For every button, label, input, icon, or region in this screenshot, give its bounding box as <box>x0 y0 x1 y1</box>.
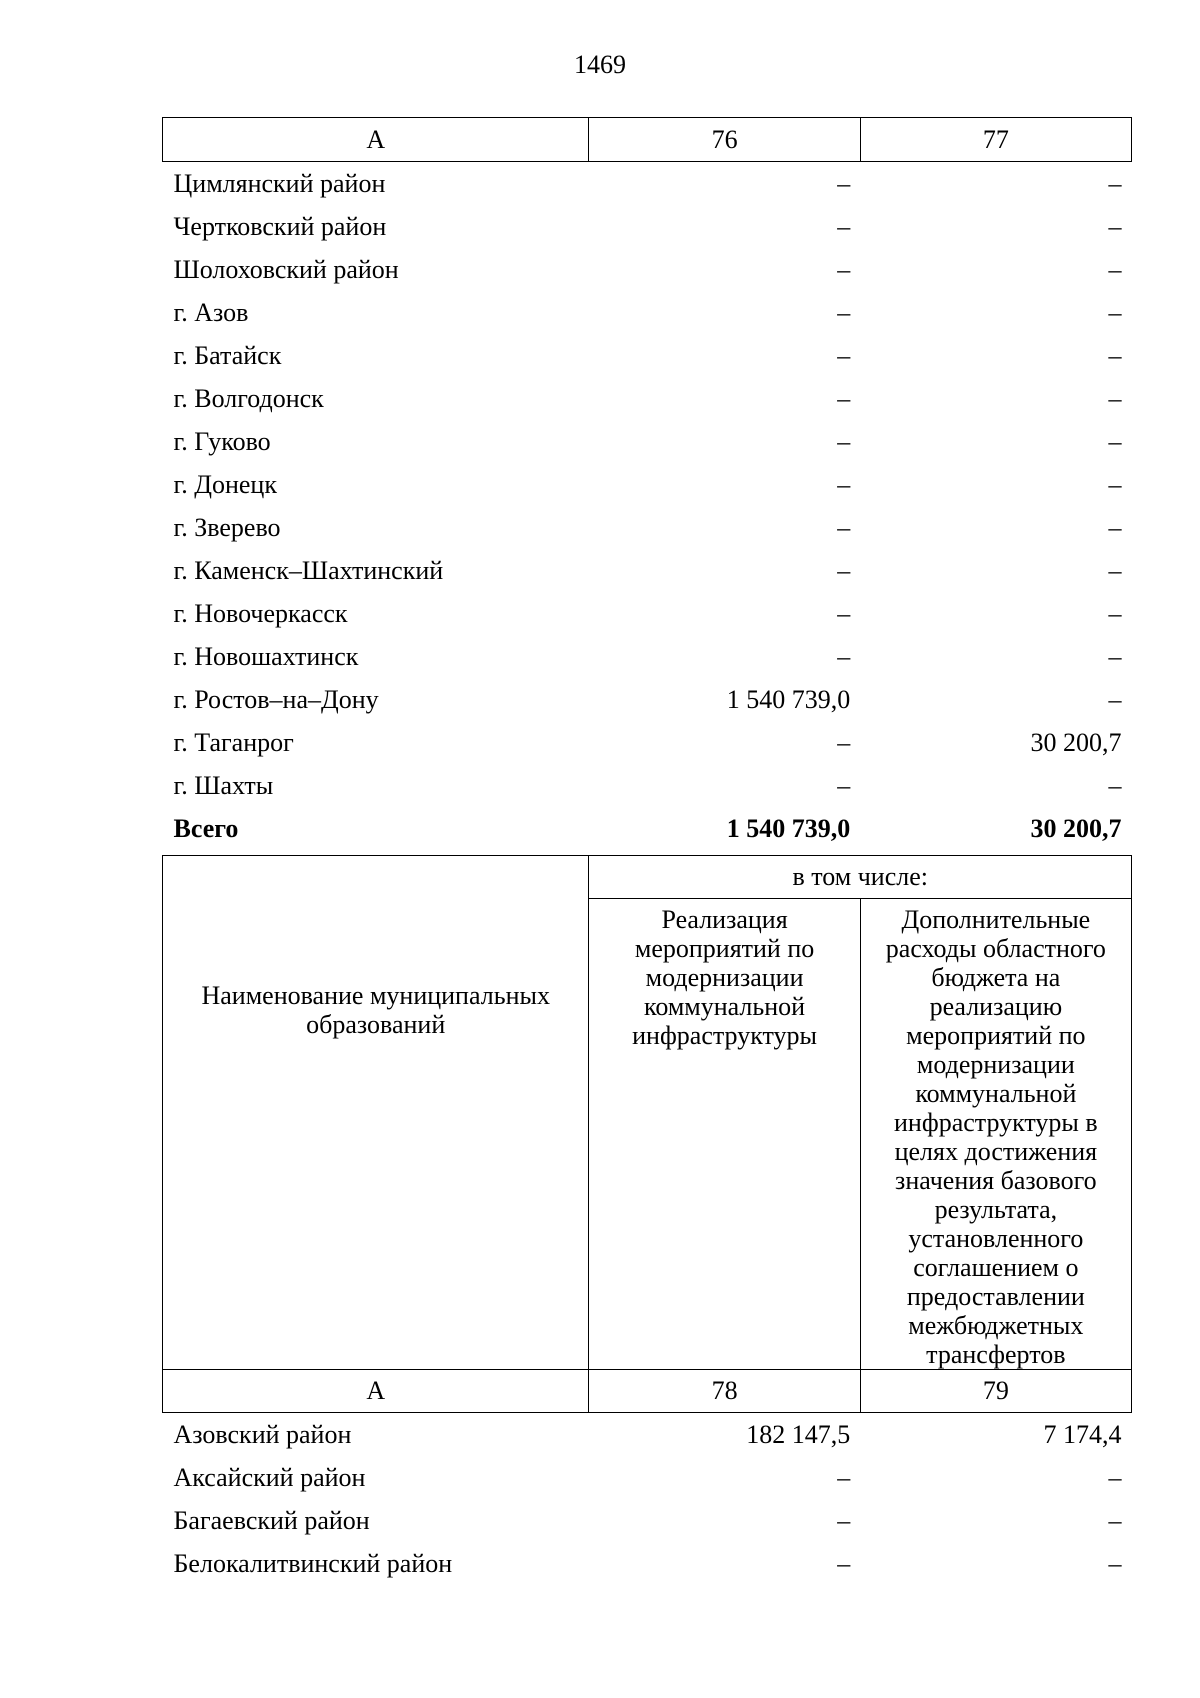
page-number: 1469 <box>574 50 626 79</box>
municipality-name-cell: Белокалитвинский район <box>173 1548 453 1578</box>
municipality-name-cell: Азовский район <box>173 1419 352 1449</box>
header-including: в том числе: <box>589 856 1132 899</box>
c76-value-cell: – <box>837 168 851 198</box>
municipality-name-cell: г. Волгодонск <box>173 383 324 413</box>
column-number-77: 77 <box>860 118 1131 162</box>
column-number-a: А <box>163 1370 589 1413</box>
table-row <box>163 205 1132 248</box>
municipality-name-cell: Всего <box>173 813 239 843</box>
c77-value-cell: – <box>1108 641 1122 671</box>
c79-value-cell: – <box>1108 1505 1122 1535</box>
c77-value-cell: – <box>1108 254 1122 284</box>
header-row-1 <box>163 856 1132 899</box>
c77-value-cell: 30 200,7 <box>1030 813 1122 843</box>
column-number-78: 78 <box>589 1370 860 1413</box>
c76-value-cell: – <box>837 727 851 757</box>
c76-value-cell: – <box>837 254 851 284</box>
c76-value-cell: – <box>837 340 851 370</box>
municipality-name-cell: г. Новочеркасск <box>173 598 348 628</box>
header-col-79: Дополнительные расходы областного бюджета на реализацию мероприятий по модернизации коммунальной инфраструктуры в целях достижения значения базового результата, установленного соглашением о предоставлении межбюджетных трансфертов <box>860 899 1131 1370</box>
table-row <box>163 377 1132 420</box>
c79-value-cell: – <box>1108 1548 1122 1578</box>
municipality-name-cell: г. Таганрог <box>173 727 294 757</box>
table-row <box>163 549 1132 592</box>
table-row <box>163 291 1132 334</box>
municipality-name-cell: Чертковский район <box>173 211 387 241</box>
budget-table-78-79 <box>162 855 1132 1585</box>
column-number-79: 79 <box>860 1370 1131 1413</box>
municipality-name-cell: г. Гуково <box>173 426 271 456</box>
c76-value-cell: – <box>837 598 851 628</box>
c77-value-cell: – <box>1108 426 1122 456</box>
c76-value-cell: – <box>837 426 851 456</box>
c77-value-cell: – <box>1108 555 1122 585</box>
municipality-name-cell: г. Батайск <box>173 340 282 370</box>
c76-value-cell: 1 540 739,0 <box>726 813 851 843</box>
table-row <box>163 635 1132 678</box>
municipality-name-cell: г. Новошахтинск <box>173 641 359 671</box>
header-municipality-name: Наименование муниципальных образований <box>163 856 589 1370</box>
c77-value-cell: – <box>1108 512 1122 542</box>
c78-value-cell: – <box>837 1548 851 1578</box>
c77-value-cell: 30 200,7 <box>1030 727 1122 757</box>
municipality-name-cell: г. Азов <box>173 297 249 327</box>
c78-value-cell: – <box>837 1462 851 1492</box>
table-row <box>163 420 1132 463</box>
table-row <box>163 463 1132 506</box>
table-row <box>163 678 1132 721</box>
c79-value-cell: – <box>1108 1462 1122 1492</box>
c76-value-cell: – <box>837 297 851 327</box>
table-row <box>163 1456 1132 1499</box>
c78-value-cell: – <box>837 1505 851 1535</box>
column-number-76: 76 <box>589 118 860 162</box>
c77-value-cell: – <box>1108 469 1122 499</box>
c77-value-cell: – <box>1108 598 1122 628</box>
table-row <box>163 506 1132 549</box>
municipality-name-cell: Шолоховский район <box>173 254 399 284</box>
c79-value-cell: 7 174,4 <box>1043 1419 1122 1449</box>
column-number-a: А <box>163 118 589 162</box>
c76-value-cell: – <box>837 383 851 413</box>
c76-value-cell: – <box>837 770 851 800</box>
table-row <box>163 334 1132 377</box>
c76-value-cell: – <box>837 512 851 542</box>
c76-value-cell: – <box>837 469 851 499</box>
c76-value-cell: – <box>837 211 851 241</box>
c77-value-cell: – <box>1108 340 1122 370</box>
municipality-name-cell: г. Ростов–на–Дону <box>173 684 379 714</box>
table-row <box>163 592 1132 635</box>
c77-value-cell: – <box>1108 770 1122 800</box>
table-row <box>163 1542 1132 1585</box>
c76-value-cell: 1 540 739,0 <box>726 684 851 714</box>
table-row <box>163 1413 1132 1457</box>
c76-value-cell: – <box>837 555 851 585</box>
municipality-name-cell: г. Зверево <box>173 512 281 542</box>
budget-table-76-77 <box>162 117 1132 850</box>
table-numbering-row <box>163 118 1132 162</box>
total-row <box>163 807 1132 850</box>
table-row <box>163 248 1132 291</box>
c77-value-cell: – <box>1108 684 1122 714</box>
municipality-name-cell: г. Шахты <box>173 770 274 800</box>
header-col-78: Реализация мероприятий по модернизации коммунальной инфраструктуры <box>589 899 860 1370</box>
municipality-name-cell: Цимлянский район <box>173 168 386 198</box>
c77-value-cell: – <box>1108 168 1122 198</box>
municipality-name-cell: г. Донецк <box>173 469 277 499</box>
c77-value-cell: – <box>1108 297 1122 327</box>
c77-value-cell: – <box>1108 383 1122 413</box>
table-row <box>163 1499 1132 1542</box>
table-row <box>163 764 1132 807</box>
table-numbering-row <box>163 1370 1132 1413</box>
municipality-name-cell: Аксайский район <box>173 1462 366 1492</box>
municipality-name-cell: Багаевский район <box>173 1505 370 1535</box>
table-row <box>163 721 1132 764</box>
table-row <box>163 162 1132 206</box>
c77-value-cell: – <box>1108 211 1122 241</box>
c76-value-cell: – <box>837 641 851 671</box>
c78-value-cell: 182 147,5 <box>746 1419 851 1449</box>
municipality-name-cell: г. Каменск–Шахтинский <box>173 555 444 585</box>
